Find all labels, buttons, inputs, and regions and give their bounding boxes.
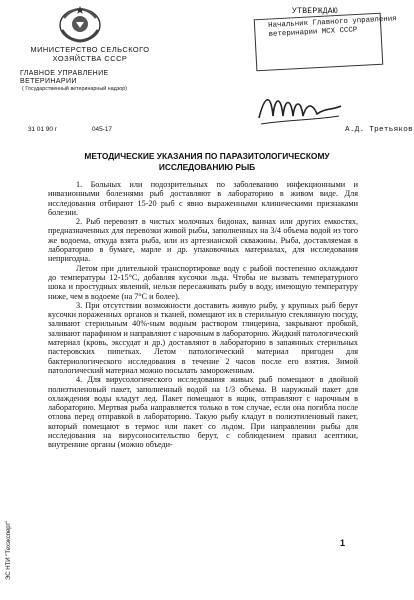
- ministry-name: МИНИСТЕРСТВО СЕЛЬСКОГО ХОЗЯЙСТВА СССР: [30, 45, 150, 63]
- directorate-title: ГЛАВНОЕ УПРАВЛЕНИЕ ВЕТЕРИНАРИИ: [20, 70, 109, 86]
- ussr-emblem-icon: [54, 4, 106, 44]
- paragraph: Летом при длительной транспортировке воду с рыбой постепенно охлаждают до температуры 12-15°С, добавляя кусочки льда. Чтобы не вызвать температурного шока и простудных явлений, нельзя пересаживать рыбу в воду, имеющую температуру ниже, чем в водоеме (на 7°С и более).: [48, 263, 358, 301]
- directorate-subtitle: ( Государственный ветеринарный надзор): [22, 86, 128, 93]
- directorate-heading: [20, 70, 160, 93]
- document-title: МЕТОДИЧЕСКИЕ УКАЗАНИЯ ПО ПАРАЗИТОЛОГИЧЕСКОМУ ИССЛЕДОВАНИЮ РЫБ: [84, 151, 330, 172]
- paragraph: 4. Для вирусологического исследования живых рыб помещают в двойной полиэтиленовый пакет, заполненный водой на 1/3 объема. В наружный пакет для охлаждения воды кладут лед. Пакет помещают в ящик, отправляют с нарочным в лабораторию. Мертвая рыба направляется только в том случае, если она погибла после отлова перед отправкой в лабораторию. Такую рыбу кладут в полиэтиленовый пакет, который помещают в термос или пакет со льдом. При направлении рыбы для исследования на вирусоносительство берут, с соблюдением правил асептики, внутренние органы (можно объеди-: [48, 375, 358, 450]
- page-number: 1: [340, 538, 346, 548]
- approver-name: А.Д. Третьяков: [345, 126, 413, 134]
- approval-heading: УТВЕРЖДАЮ: [292, 7, 338, 16]
- handwritten-signature: [255, 88, 345, 132]
- stamp-line: ветеринарии МСХ СССР: [268, 26, 358, 39]
- paragraph: 2. Рыб перевозят в чистых молочных бидонах, ваннах или других емкостях, предназначенных для перевозки живой рыбы, заполненных на 3/4 объема водой из того же водоема, откуда взята рыба, или из артезианской скважины. Рыба, доставляемая в лабораторию в бумаге, марле и др. упаковочных материалах, для исследования непригодна.: [48, 217, 358, 264]
- paragraph: 3. При отсутствии возможности доставить живую рыбу, у крупных рыб берут кусочки пораженных органов и тканей, помещают их в стерильную стеклянную посуду, заливают стерильным 40%-ным водным раствором глицерина, закрывают пробкой, заливают парафином и направляют с нарочным в лабораторию. Жидкий патологический материал (кровь, экссудат и др.) доставляют в лабораторию в запаянных стерильных пастеровских пипетках. Летом патологический материал пригоден для бактериологического исследования в течение 2 часов после его взятия. Зимой патологический материал можно посылать замороженным.: [48, 300, 358, 375]
- paragraph: 1. Больных или подозрительных по заболеванию инфекционными и инвазионными болезнями рыб доставляют в лабораторию в живом виде. Для исследования отбирают 15-20 рыб с явно выраженными клиническими признаками болезни.: [48, 180, 358, 217]
- document-body: [48, 180, 358, 450]
- side-watermark: ЭС НТИ "Техэксперт": [6, 520, 12, 580]
- document-date: 31 01 90 г: [28, 126, 57, 133]
- stamp-line: Начальник Главного управления: [268, 15, 397, 30]
- document-number: 045-17: [92, 126, 112, 133]
